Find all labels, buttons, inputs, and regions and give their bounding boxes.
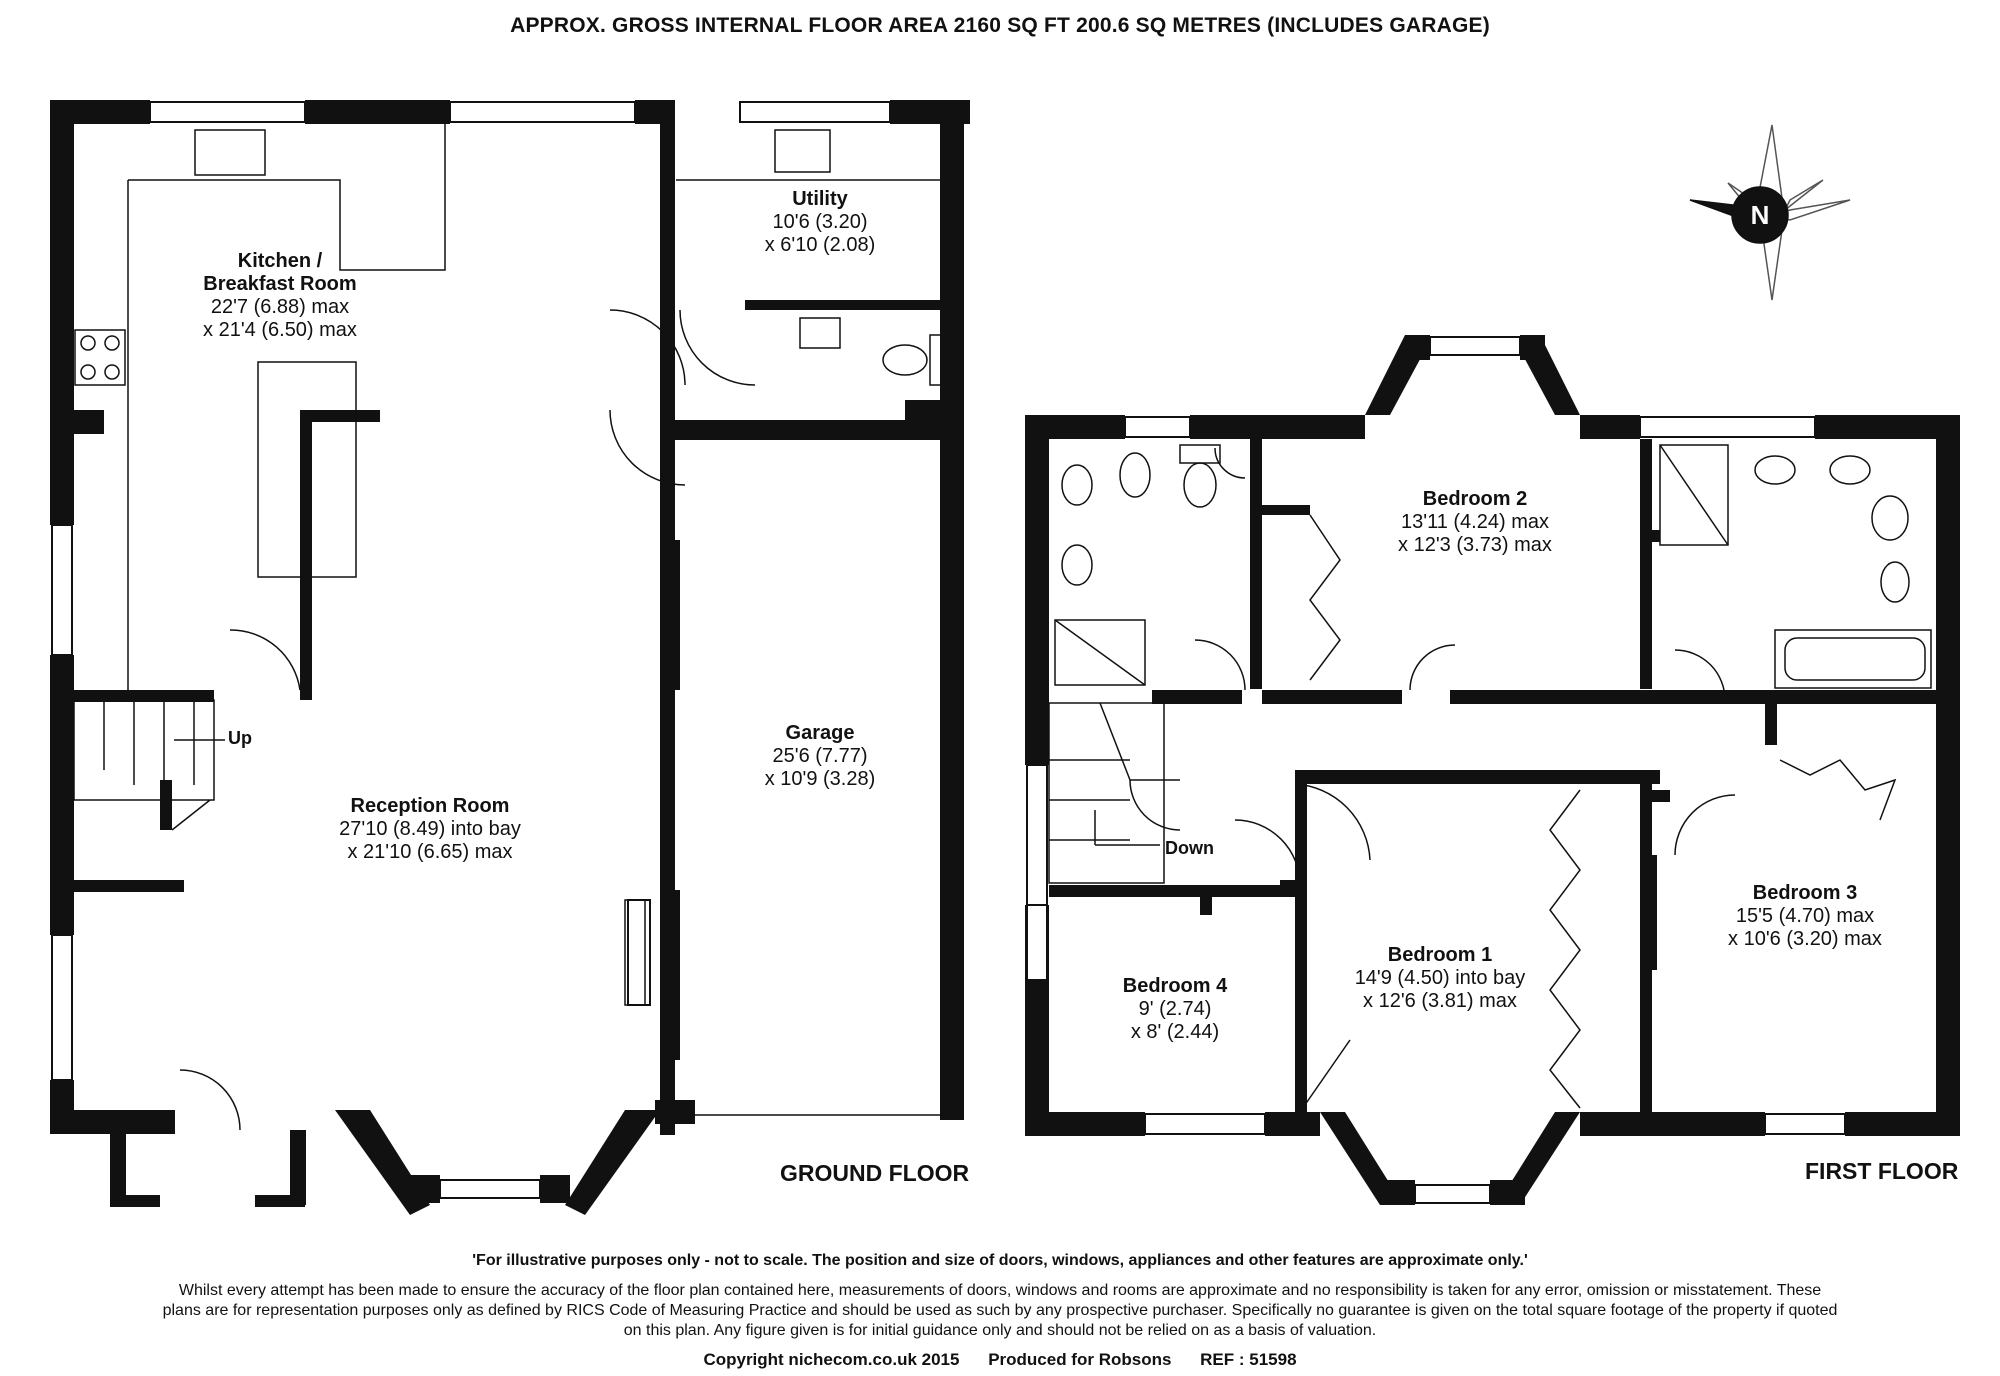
stairs-down-label: Down <box>1165 838 1214 858</box>
bedroom3-dim1: 15'5 (4.70) max <box>1735 905 1875 927</box>
garage-dim1: 25'6 (7.77) <box>772 745 868 767</box>
utility-dim1: 10'6 (3.20) <box>772 211 868 233</box>
copyright-line <box>0 1350 2000 1370</box>
bedroom4-label <box>1090 975 1260 1044</box>
first-floor-label: FIRST FLOOR <box>1805 1158 1959 1184</box>
kitchen-dim2: x 21'4 (6.50) max <box>203 319 357 341</box>
bedroom1-label <box>1320 944 1560 1013</box>
bedroom3-name: Bedroom 3 <box>1752 882 1858 904</box>
kitchen-label <box>170 250 390 342</box>
kitchen-name-line2: Breakfast Room <box>203 273 357 295</box>
utility-name: Utility <box>792 188 848 210</box>
bedroom4-dim2: x 8' (2.44) <box>1130 1021 1220 1043</box>
reception-dim2: x 21'10 (6.65) max <box>347 841 513 863</box>
copyright-site: Copyright nichecom.co.uk 2015 <box>703 1350 960 1369</box>
stairs-up-label: Up <box>228 728 252 748</box>
bedroom2-dim2: x 12'3 (3.73) max <box>1398 534 1552 556</box>
bedroom1-dim2: x 12'6 (3.81) max <box>1363 990 1517 1012</box>
kitchen-dim1: 22'7 (6.88) max <box>210 296 350 318</box>
bedroom3-dim2: x 10'6 (3.20) max <box>1728 928 1882 950</box>
garage-label <box>720 722 920 791</box>
bedroom1-name: Bedroom 1 <box>1387 944 1493 966</box>
compass-north-letter: N <box>1750 200 1770 230</box>
utility-dim2: x 6'10 (2.08) <box>764 234 876 256</box>
bedroom4-dim1: 9' (2.74) <box>1138 998 1212 1020</box>
kitchen-name-line1: Kitchen / <box>237 250 323 272</box>
bedroom2-label <box>1360 488 1590 557</box>
bedroom1-dim1: 14'9 (4.50) into bay <box>1354 967 1526 989</box>
utility-label <box>720 188 920 257</box>
disclaimer-title: 'For illustrative purposes only - not to scale. The position and size of doors, windows, appliances and other features are approximate only.' <box>472 1252 1528 1269</box>
bedroom2-dim1: 13'11 (4.24) max <box>1401 511 1549 533</box>
ground-floor-label: GROUND FLOOR <box>780 1160 970 1186</box>
garage-name: Garage <box>785 722 855 744</box>
bedroom3-label <box>1690 882 1920 951</box>
reception-name: Reception Room <box>350 795 510 817</box>
bedroom2-name: Bedroom 2 <box>1422 488 1528 510</box>
garage-dim2: x 10'9 (3.28) <box>764 768 876 790</box>
copyright-ref: REF : 51598 <box>1200 1350 1297 1369</box>
reception-label <box>300 795 560 864</box>
floor-area-header: APPROX. GROSS INTERNAL FLOOR AREA 2160 SQ FT 200.6 SQ METRES (INCLUDES GARAGE) <box>510 14 1490 37</box>
disclaimer-text: Whilst every attempt has been made to ensure the accuracy of the floor plan contained here, measurements of doors, windows and rooms are approximate and no responsibility is taken for any error, omission or misstatement. These plans are for representation purposes only as defined by RICS Code of Measuring Practice and should be used as such by any prospective purchaser. Specifically no guarantee is given on the total square footage of the property if quoted on this plan. Any figure given is for initial guidance only and should not be relied on as a basis of valuation. <box>162 1282 1838 1339</box>
bedroom4-name: Bedroom 4 <box>1122 975 1228 997</box>
reception-dim1: 27'10 (8.49) into bay <box>339 818 521 840</box>
copyright-produced: Produced for Robsons <box>988 1350 1172 1369</box>
